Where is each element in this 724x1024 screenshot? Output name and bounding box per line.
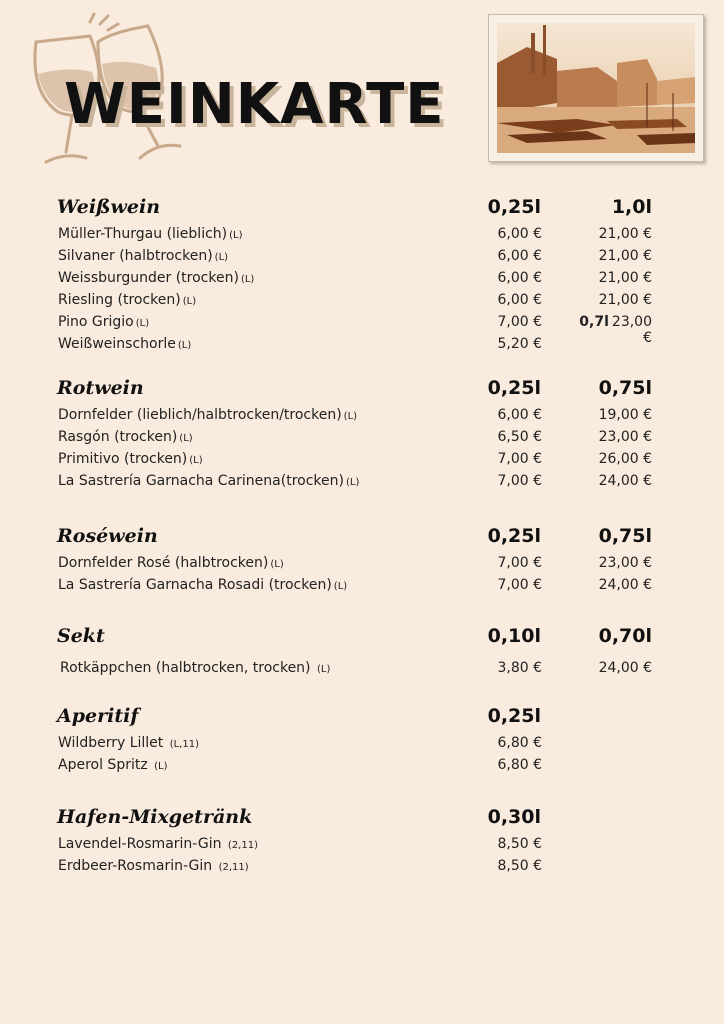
item-note: (L)	[270, 559, 284, 570]
item-name: Aperol Spritz	[58, 757, 148, 773]
item-note: (L)	[214, 252, 229, 263]
section-title: Sekt	[57, 625, 105, 647]
price-large: 23,00 €	[598, 429, 652, 445]
page-title: WEINKARTE	[64, 72, 445, 137]
section-title: Roséwein	[57, 525, 158, 547]
section-rosewein	[0, 525, 724, 599]
item-note: (L,11)	[169, 739, 200, 750]
price-large: 26,00 €	[598, 451, 652, 467]
price-large: 21,00 €	[598, 292, 652, 308]
list-item	[0, 757, 724, 779]
list-item	[0, 836, 724, 858]
price-large: 23,00 €	[598, 555, 652, 571]
size-header-2: 0,75l	[598, 377, 652, 399]
price-small: 7,00 €	[497, 473, 542, 489]
item-note: (L)	[182, 296, 197, 307]
list-item	[0, 292, 724, 314]
section-title: Aperitif	[57, 705, 139, 727]
item-name: Primitivo (trocken)	[58, 451, 188, 467]
price-value: 23,00 €	[611, 314, 652, 346]
list-item	[0, 226, 724, 248]
price-large: 24,00 €	[598, 577, 652, 593]
item-note: (L)	[189, 455, 203, 466]
list-item	[0, 660, 724, 682]
price-small: 7,00 €	[497, 314, 542, 330]
list-item	[0, 577, 724, 599]
price-small: 6,50 €	[497, 429, 542, 445]
item-name: Pino Grigio	[58, 314, 134, 330]
item-name: Erdbeer-Rosmarin-Gin	[58, 858, 213, 874]
item-name: Dornfelder (lieblich/halbtrocken/trocken)	[58, 407, 342, 423]
item-note: (L)	[316, 664, 331, 675]
item-name: La Sastrería Garnacha Carinena(trocken)	[58, 473, 344, 489]
price-large: 24,00 €	[598, 660, 652, 676]
harbor-photo	[488, 14, 704, 162]
list-item	[0, 429, 724, 451]
list-item	[0, 270, 724, 292]
price-small: 6,00 €	[497, 270, 542, 286]
price-small: 6,80 €	[497, 757, 542, 773]
price-small: 8,50 €	[497, 836, 542, 852]
section-aperitif	[0, 705, 724, 779]
section-title: Hafen-Mixgetränk	[57, 806, 253, 828]
price-small: 6,00 €	[497, 407, 542, 423]
item-note: (L)	[345, 477, 360, 488]
list-item	[0, 407, 724, 429]
section-weisswein	[0, 196, 724, 358]
price-small: 6,80 €	[497, 735, 542, 751]
bottle-size-note: 0,7l	[579, 314, 609, 330]
section-sekt	[0, 625, 724, 682]
section-title: Weißwein	[57, 196, 161, 218]
size-header-1: 0,30l	[487, 806, 541, 828]
price-small: 7,00 €	[497, 555, 542, 571]
section-title: Rotwein	[57, 377, 144, 399]
list-item	[0, 555, 724, 577]
item-name: Wildberry Lillet	[58, 735, 164, 751]
section-hafen-mixgetraenk	[0, 806, 724, 880]
price-small: 6,00 €	[497, 248, 542, 264]
item-name: Weißweinschorle	[58, 336, 176, 352]
item-note: (L)	[135, 318, 150, 329]
item-name: Müller-Thurgau (lieblich)	[58, 226, 228, 242]
price-large: 24,00 €	[598, 473, 652, 489]
price-small: 6,00 €	[497, 226, 542, 242]
price-small: 6,00 €	[497, 292, 542, 308]
size-header-1: 0,10l	[487, 625, 541, 647]
price-small: 8,50 €	[497, 858, 542, 874]
item-note: (L)	[229, 230, 243, 241]
price-large: 19,00 €	[598, 407, 652, 423]
section-rotwein	[0, 377, 724, 495]
size-header-1: 0,25l	[487, 705, 541, 727]
list-item	[0, 336, 724, 358]
item-note: (L)	[154, 761, 168, 772]
item-note: (2,11)	[227, 840, 258, 851]
item-note: (L)	[177, 340, 192, 351]
item-name: Weissburgunder (trocken)	[58, 270, 239, 286]
price-small: 3,80 €	[497, 660, 542, 676]
price-large: 21,00 €	[598, 270, 652, 286]
size-header-1: 0,25l	[487, 377, 541, 399]
list-item	[0, 451, 724, 473]
price-small: 5,20 €	[497, 336, 542, 352]
item-note: (L)	[343, 411, 358, 422]
list-item	[0, 473, 724, 495]
size-header-2: 0,75l	[598, 525, 652, 547]
size-header-1: 0,25l	[487, 525, 541, 547]
item-note: (L)	[179, 433, 193, 444]
size-header-2: 1,0l	[611, 196, 652, 218]
item-name: Lavendel-Rosmarin-Gin	[58, 836, 222, 852]
item-name: Silvaner (halbtrocken)	[58, 248, 213, 264]
item-note: (L)	[240, 274, 255, 285]
item-name: Rasgón (trocken)	[58, 429, 178, 445]
size-header-1: 0,25l	[487, 196, 541, 218]
item-name: Riesling (trocken)	[58, 292, 181, 308]
price-large: 21,00 €	[598, 248, 652, 264]
item-name: Dornfelder Rosé (halbtrocken)	[58, 555, 269, 571]
size-header-2: 0,70l	[598, 625, 652, 647]
price-small: 7,00 €	[497, 577, 542, 593]
price-small: 7,00 €	[497, 451, 542, 467]
list-item	[0, 248, 724, 270]
item-name: La Sastrería Garnacha Rosadi (trocken)	[58, 577, 332, 593]
item-note: (L)	[333, 581, 348, 592]
item-note: (2,11)	[218, 862, 249, 873]
price-large: 21,00 €	[598, 226, 652, 242]
list-item	[0, 858, 724, 880]
list-item	[0, 735, 724, 757]
item-name: Rotkäppchen (halbtrocken, trocken)	[60, 660, 311, 676]
